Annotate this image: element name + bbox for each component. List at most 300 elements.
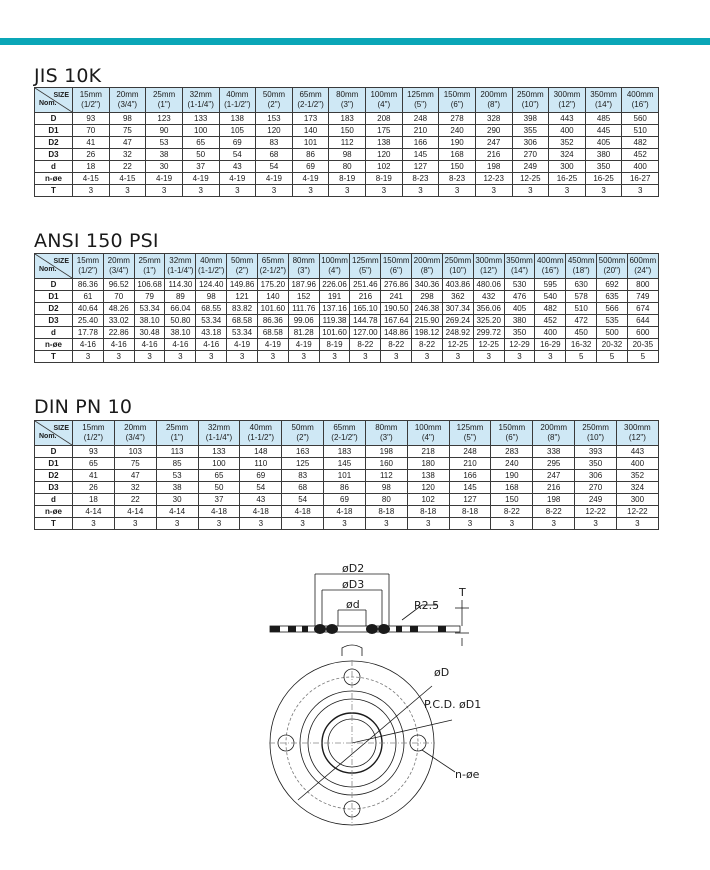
column-header	[535, 254, 566, 279]
table-row	[35, 339, 659, 351]
table-cell: 4-15	[73, 173, 110, 185]
table-cell: 324	[616, 482, 658, 494]
table-cell: 3	[439, 185, 476, 197]
table-cell: 16-29	[535, 339, 566, 351]
column-size-inch: (3")	[297, 266, 311, 275]
table-cell: 4-19	[219, 173, 256, 185]
table-cell: 75	[109, 125, 146, 137]
table-cell: 445	[585, 125, 622, 137]
table-cell: 443	[549, 113, 586, 125]
table-cell: 226.06	[319, 279, 350, 291]
table-cell: 125	[282, 458, 324, 470]
table-cell: 53.34	[196, 315, 227, 327]
table-cell: 18	[73, 494, 115, 506]
table-cell: 100	[182, 125, 219, 137]
table-cell: 340.36	[412, 279, 443, 291]
column-header	[73, 421, 115, 446]
table-cell: 510	[622, 125, 659, 137]
table-cell: 247	[475, 137, 512, 149]
table-cell: 352	[549, 137, 586, 149]
table-cell: 16-32	[566, 339, 597, 351]
corner-nom-label: Nom.	[39, 100, 57, 107]
table-cell: 61	[73, 291, 104, 303]
table-cell: 215.90	[412, 315, 443, 327]
table-cell: 8-22	[533, 506, 575, 518]
column-size-inch: (1/2")	[81, 100, 101, 109]
table-cell: 3	[622, 185, 659, 197]
table-cell: 535	[597, 315, 628, 327]
table-cell: 3	[103, 351, 134, 363]
table-cell: 198	[533, 494, 575, 506]
row-label: D	[35, 113, 73, 125]
table-cell: 3	[227, 351, 258, 363]
column-size-mm: 100mm	[414, 423, 442, 432]
table-cell: 216	[350, 291, 381, 303]
table-cell: 4-14	[156, 506, 198, 518]
table-cell: 166	[449, 470, 491, 482]
table-cell: 16-25	[549, 173, 586, 185]
table-cell: 12-22	[616, 506, 658, 518]
table-cell: 83.82	[227, 303, 258, 315]
table-cell: 4-18	[240, 506, 282, 518]
column-size-mm: 100mm	[370, 90, 398, 99]
table-cell: 578	[566, 291, 597, 303]
table-cell: 98	[329, 149, 366, 161]
column-header	[491, 421, 533, 446]
column-header	[240, 421, 282, 446]
table-cell: 22.86	[103, 327, 134, 339]
table-cell: 120	[366, 149, 403, 161]
table-cell: 3	[73, 518, 115, 530]
table-cell: 110	[240, 458, 282, 470]
table-cell: 53	[146, 137, 183, 149]
column-header	[407, 421, 449, 446]
table-cell: 3	[407, 518, 449, 530]
column-size-inch: (5")	[359, 266, 372, 275]
column-size-inch: (4")	[377, 100, 391, 109]
table-cell: 3	[282, 518, 324, 530]
table-row	[35, 303, 659, 315]
table-cell: 12-25	[512, 173, 549, 185]
column-size-inch: (14")	[510, 266, 529, 275]
table-cell: 175.20	[257, 279, 288, 291]
column-size-inch: (10")	[521, 100, 539, 109]
table-row	[35, 125, 659, 137]
top-accent-bar	[0, 38, 710, 45]
table-cell: 68	[282, 482, 324, 494]
column-size-inch: (20")	[603, 266, 621, 275]
table-cell: 54	[219, 149, 256, 161]
column-size-mm: 65mm	[261, 256, 284, 265]
table-cell: 12-25	[442, 339, 473, 351]
label-r25: R2.5	[414, 599, 440, 612]
table-cell: 38	[146, 149, 183, 161]
column-size-mm: 50mm	[230, 256, 254, 265]
table-cell: 50	[198, 482, 240, 494]
table-row	[35, 470, 659, 482]
column-size-inch: (12")	[558, 100, 576, 109]
column-header	[329, 88, 366, 113]
row-label: d	[35, 494, 73, 506]
column-size-inch: (3")	[380, 433, 393, 442]
table-cell: 20-35	[627, 339, 658, 351]
table-cell: 133	[198, 446, 240, 458]
table-cell: 270	[512, 149, 549, 161]
table-cell: 352	[616, 470, 658, 482]
column-size-mm: 40mm	[249, 423, 272, 432]
column-size-mm: 350mm	[506, 256, 533, 265]
column-size-mm: 32mm	[169, 256, 192, 265]
table-cell: 210	[449, 458, 491, 470]
table-cell: 3	[575, 518, 617, 530]
column-size-mm: 150mm	[443, 90, 471, 99]
table-cell: 120	[407, 482, 449, 494]
table-cell: 12-29	[504, 339, 535, 351]
table-cell: 114.30	[165, 279, 196, 291]
table-cell: 246.38	[412, 303, 443, 315]
table-cell: 16-27	[622, 173, 659, 185]
table-cell: 32	[109, 149, 146, 161]
table-cell: 3	[449, 518, 491, 530]
table-cell: 198	[475, 161, 512, 173]
table-row	[35, 506, 659, 518]
table-cell: 183	[324, 446, 366, 458]
column-header	[381, 254, 412, 279]
table-cell: 3	[350, 351, 381, 363]
column-header	[288, 254, 319, 279]
table-cell: 26	[73, 482, 115, 494]
table-cell: 183	[329, 113, 366, 125]
table-cell: 566	[597, 303, 628, 315]
column-size-mm: 200mm	[413, 256, 441, 265]
column-header	[350, 254, 381, 279]
table-cell: 12-23	[475, 173, 512, 185]
table-cell: 53.34	[227, 327, 258, 339]
table-cell: 4-19	[182, 173, 219, 185]
table-cell: 98	[109, 113, 146, 125]
column-header	[114, 421, 156, 446]
column-size-inch: (1-1/4")	[167, 266, 194, 275]
table-cell: 3	[146, 185, 183, 197]
table-cell: 83	[282, 470, 324, 482]
label-od2: øD2	[342, 562, 365, 575]
table-row	[35, 185, 659, 197]
column-size-mm: 65mm	[299, 90, 322, 99]
table-cell: 3	[381, 351, 412, 363]
table-cell: 403.86	[442, 279, 473, 291]
table-row	[35, 518, 659, 530]
table-cell: 54	[282, 494, 324, 506]
table-cell: 400	[616, 458, 658, 470]
table-cell: 101.60	[319, 327, 350, 339]
table-cell: 152	[288, 291, 319, 303]
table-cell: 112	[329, 137, 366, 149]
column-size-mm: 125mm	[352, 256, 379, 265]
table-cell: 137.16	[319, 303, 350, 315]
table-cell: 3	[616, 518, 658, 530]
table-cell: 472	[566, 315, 597, 327]
table-row	[35, 494, 659, 506]
table-cell: 4-19	[146, 173, 183, 185]
column-size-mm: 150mm	[498, 423, 526, 432]
table-cell: 145	[324, 458, 366, 470]
table-cell: 4-15	[109, 173, 146, 185]
table-cell: 105	[219, 125, 256, 137]
column-size-mm: 400mm	[536, 256, 564, 265]
table-cell: 480.06	[473, 279, 504, 291]
column-header	[439, 88, 476, 113]
table-cell: 4-16	[196, 339, 227, 351]
column-size-mm: 500mm	[598, 256, 626, 265]
row-label: D2	[35, 470, 73, 482]
table-cell: 276.86	[381, 279, 412, 291]
table-cell: 3	[198, 518, 240, 530]
table-cell: 38.10	[165, 327, 196, 339]
table-cell: 69	[324, 494, 366, 506]
flange-front-view	[269, 645, 455, 826]
table-cell: 8-23	[439, 173, 476, 185]
table-cell: 4-14	[73, 506, 115, 518]
column-header	[165, 254, 196, 279]
column-size-inch: (1-1/4")	[187, 100, 214, 109]
table-cell: 3	[442, 351, 473, 363]
column-size-mm: 15mm	[82, 423, 105, 432]
table-cell: 595	[535, 279, 566, 291]
table-cell: 8-19	[366, 173, 403, 185]
row-label: T	[35, 518, 73, 530]
table-cell: 12-25	[473, 339, 504, 351]
table-cell: 40.64	[73, 303, 104, 315]
table-cell: 89	[165, 291, 196, 303]
table-cell: 8-18	[407, 506, 449, 518]
table-cell: 69	[240, 470, 282, 482]
column-size-mm: 250mm	[582, 423, 609, 432]
table-cell: 405	[585, 137, 622, 149]
table-cell: 3	[182, 185, 219, 197]
table-cell: 247	[533, 470, 575, 482]
table-cell: 3	[585, 185, 622, 197]
column-header	[219, 88, 256, 113]
column-size-inch: (4")	[421, 433, 435, 442]
column-header	[575, 421, 617, 446]
table-cell: 405	[504, 303, 535, 315]
table-cell: 144.78	[350, 315, 381, 327]
table-cell: 65	[198, 470, 240, 482]
table-cell: 350	[585, 161, 622, 173]
table-cell: 145	[449, 482, 491, 494]
table-cell: 630	[566, 279, 597, 291]
row-label: D2	[35, 137, 73, 149]
column-size-inch: (16")	[631, 100, 649, 109]
row-label: D1	[35, 125, 73, 137]
column-size-inch: (2-1/2")	[331, 433, 358, 442]
column-size-mm: 80mm	[375, 423, 398, 432]
table-cell: 70	[73, 125, 110, 137]
column-size-mm: 25mm	[138, 256, 161, 265]
column-header	[475, 88, 512, 113]
table-cell: 43	[240, 494, 282, 506]
table-cell: 3	[365, 518, 407, 530]
table-cell: 80	[329, 161, 366, 173]
column-header	[292, 88, 329, 113]
column-size-mm: 200mm	[480, 90, 508, 99]
column-size-inch: (1-1/2")	[247, 433, 274, 442]
table-cell: 86.36	[257, 315, 288, 327]
table-row	[35, 113, 659, 125]
table-cell: 37	[182, 161, 219, 173]
corner-nom-label: Nom.	[39, 266, 57, 273]
table-cell: 86	[292, 149, 329, 161]
column-size-inch: (2")	[296, 433, 309, 442]
column-size-mm: 15mm	[79, 90, 102, 99]
table-cell: 3	[156, 518, 198, 530]
spec-table-jis	[34, 87, 659, 197]
table-cell: 50	[182, 149, 219, 161]
table-cell: 8-22	[491, 506, 533, 518]
column-size-inch: (8")	[547, 433, 561, 442]
table-row	[35, 173, 659, 185]
column-header	[146, 88, 183, 113]
table-cell: 393	[575, 446, 617, 458]
table-cell: 4-16	[103, 339, 134, 351]
table-cell: 53	[156, 470, 198, 482]
table-cell: 635	[597, 291, 628, 303]
table-cell: 307.34	[442, 303, 473, 315]
table-cell: 3	[165, 351, 196, 363]
table-cell: 32	[114, 482, 156, 494]
row-label: D1	[35, 458, 73, 470]
column-size-mm: 20mm	[124, 423, 147, 432]
table-cell: 43	[219, 161, 256, 173]
table-cell: 3	[549, 185, 586, 197]
column-size-inch: (24")	[634, 266, 652, 275]
table-cell: 500	[597, 327, 628, 339]
table-cell: 3	[240, 518, 282, 530]
table-cell: 138	[219, 113, 256, 125]
table-cell: 3	[219, 185, 256, 197]
table-cell: 3	[319, 351, 350, 363]
table-cell: 4-19	[227, 339, 258, 351]
table-cell: 3	[412, 351, 443, 363]
column-size-mm: 125mm	[456, 423, 484, 432]
table-cell: 103	[114, 446, 156, 458]
table-cell: 66.04	[165, 303, 196, 315]
table-cell: 248	[449, 446, 491, 458]
row-label: n-øe	[35, 173, 73, 185]
table-cell: 38	[156, 482, 198, 494]
table-cell: 3	[196, 351, 227, 363]
table-cell: 68.58	[257, 327, 288, 339]
table-cell: 400	[549, 125, 586, 137]
table-cell: 216	[533, 482, 575, 494]
table-cell: 241	[381, 291, 412, 303]
table-cell: 75	[114, 458, 156, 470]
table-cell: 30	[156, 494, 198, 506]
table-cell: 300	[549, 161, 586, 173]
row-label: D3	[35, 315, 73, 327]
table-cell: 251.46	[350, 279, 381, 291]
column-header	[442, 254, 473, 279]
column-size-mm: 25mm	[152, 90, 176, 99]
table-cell: 356.06	[473, 303, 504, 315]
table-cell: 240	[439, 125, 476, 137]
table-cell: 102	[407, 494, 449, 506]
table-row	[35, 446, 659, 458]
table-cell: 68.55	[196, 303, 227, 315]
table-cell: 198.12	[412, 327, 443, 339]
table-row	[35, 458, 659, 470]
table-cell: 328	[475, 113, 512, 125]
table-cell: 4-19	[257, 339, 288, 351]
table-cell: 18	[73, 161, 110, 173]
table-cell: 47	[109, 137, 146, 149]
table-cell: 3	[256, 185, 293, 197]
table-cell: 83	[256, 137, 293, 149]
table-cell: 452	[622, 149, 659, 161]
table-cell: 140	[292, 125, 329, 137]
column-size-inch: (1")	[157, 100, 171, 109]
table-cell: 3	[109, 185, 146, 197]
table-cell: 350	[575, 458, 617, 470]
column-size-mm: 80mm	[292, 256, 315, 265]
table-cell: 5	[566, 351, 597, 363]
table-cell: 145	[402, 149, 439, 161]
table-cell: 99.06	[288, 315, 319, 327]
row-label: D2	[35, 303, 73, 315]
row-label: D3	[35, 149, 73, 161]
column-size-inch: (10")	[587, 433, 605, 442]
table-cell: 3	[475, 185, 512, 197]
column-header	[549, 88, 586, 113]
table-row	[35, 327, 659, 339]
column-size-inch: (1")	[170, 433, 184, 442]
table-cell: 127	[402, 161, 439, 173]
table-cell: 148.86	[381, 327, 412, 339]
column-header	[412, 254, 443, 279]
table-cell: 398	[512, 113, 549, 125]
table-cell: 208	[366, 113, 403, 125]
column-header	[196, 254, 227, 279]
table-cell: 3	[288, 351, 319, 363]
table-cell: 248.92	[442, 327, 473, 339]
table-cell: 101	[324, 470, 366, 482]
table-cell: 644	[627, 315, 658, 327]
column-header	[402, 88, 439, 113]
column-size-inch: (1-1/4")	[205, 433, 233, 442]
table-cell: 85	[156, 458, 198, 470]
table-cell: 3	[535, 351, 566, 363]
table-cell: 111.76	[288, 303, 319, 315]
table-cell: 362	[442, 291, 473, 303]
column-size-mm: 300mm	[624, 423, 651, 432]
table-cell: 163	[282, 446, 324, 458]
column-size-inch: (5")	[463, 433, 477, 442]
table-row	[35, 161, 659, 173]
table-cell: 530	[504, 279, 535, 291]
table-cell: 70	[103, 291, 134, 303]
section-title-jis: JIS 10K	[34, 65, 102, 87]
column-size-mm: 250mm	[516, 90, 544, 99]
gasket-section-view	[315, 574, 469, 646]
column-size-inch: (14")	[595, 100, 613, 109]
column-size-inch: (10")	[449, 266, 467, 275]
column-size-inch: (1-1/2")	[198, 266, 225, 275]
table-cell: 127	[449, 494, 491, 506]
table-cell: 123	[146, 113, 183, 125]
label-t: T	[459, 586, 466, 599]
column-header	[324, 421, 366, 446]
row-label: T	[35, 185, 73, 197]
